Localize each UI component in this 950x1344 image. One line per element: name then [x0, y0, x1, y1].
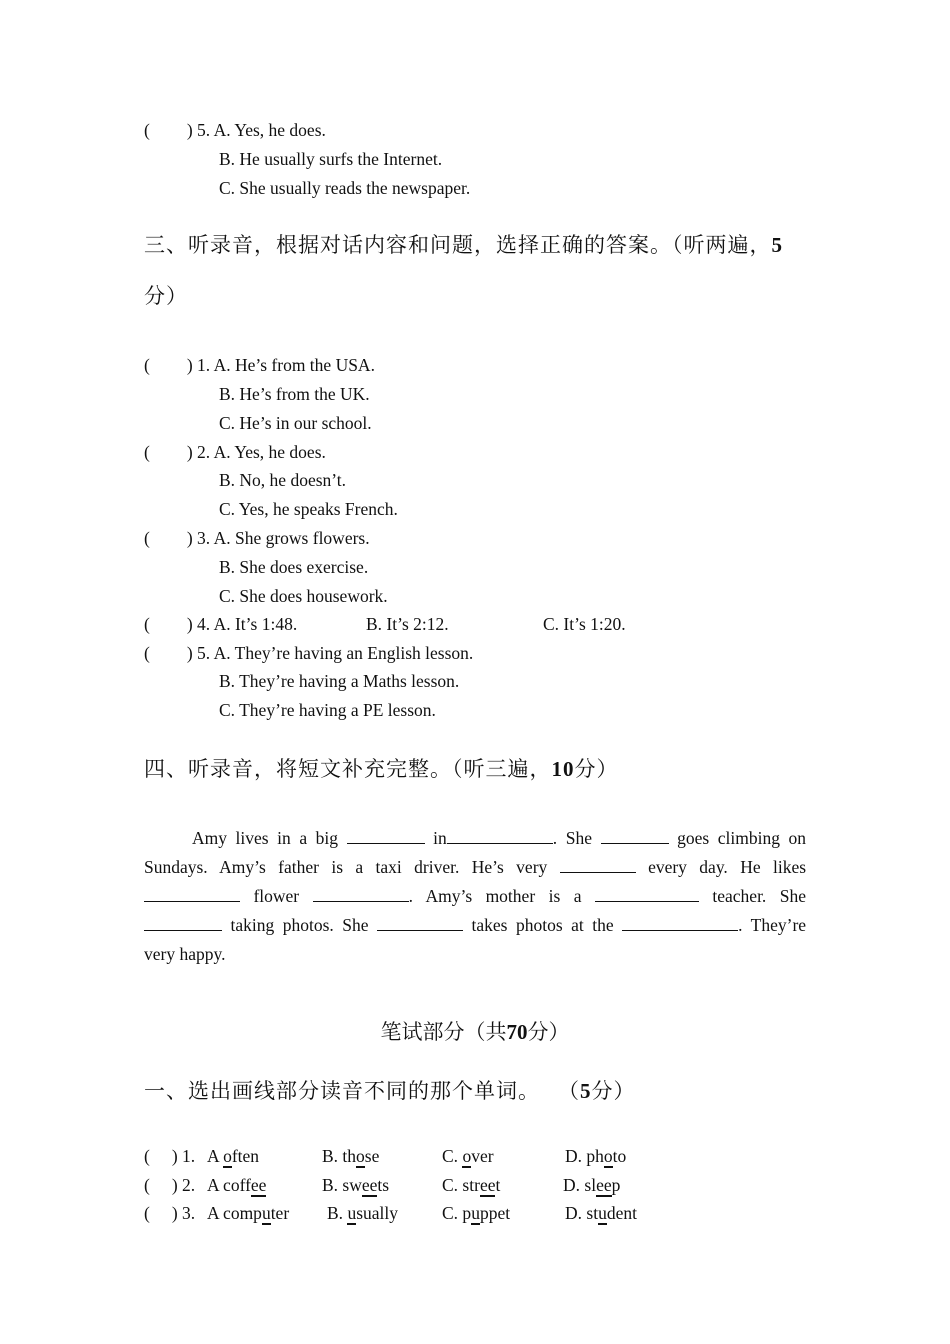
option-word: A coffee [207, 1175, 267, 1195]
option-word: B. those [322, 1146, 380, 1166]
section4-heading: 四、听录音，将短文补充完整。（听三遍，10分） [144, 757, 619, 781]
section3-heading-end: 分） [144, 284, 188, 308]
underlined-sound: u [261, 1203, 271, 1223]
passage-line: taking photos. She takes photos at the . They’re [144, 911, 806, 940]
underlined-sound: o [462, 1146, 472, 1166]
fill-blank[interactable] [560, 856, 636, 873]
option-c: C. He’s in our school. [219, 413, 372, 433]
option-word: C. puppet [442, 1203, 511, 1223]
section3-heading: 三、听录音，根据对话内容和问题，选择正确的答案。（听两遍，5 [144, 233, 783, 257]
option-c: C. She usually reads the newspaper. [219, 178, 471, 198]
option-a: A. Yes, he does. [213, 120, 326, 140]
underlined-sound: u [471, 1203, 480, 1223]
passage-line: Sundays. Amy’s father is a taxi driver. He’s very every day. He likes [144, 857, 807, 877]
question-row: ( ) 5. A. They’re having an English lesson. [144, 643, 474, 663]
option-b: B. No, he doesn’t. [219, 470, 347, 490]
fill-blank[interactable] [377, 914, 463, 931]
option-b: B. They’re having a Maths lesson. [219, 671, 460, 691]
option-word: D. student [565, 1203, 637, 1223]
underlined-sound: o [603, 1146, 613, 1166]
option-word: C. street [442, 1175, 501, 1195]
question-row: ( ) 5. A. Yes, he does. [144, 120, 326, 140]
underlined-sound: o [356, 1146, 365, 1166]
answer-paren: ( ) 1. [144, 1146, 196, 1166]
underlined-sound: o [223, 1146, 232, 1166]
answer-paren: ( ) 3. [144, 1203, 196, 1223]
question-row: ( ) 2. A. Yes, he does. [144, 442, 326, 462]
underlined-sound: ee [361, 1175, 378, 1195]
question-row: ( ) 3. A. She grows flowers. [144, 528, 370, 548]
question-number: 3. [182, 1203, 196, 1223]
passage-line: very happy. [144, 944, 226, 964]
question-row: ( ) 1. A. He’s from the USA. [144, 355, 375, 375]
fill-blank[interactable] [313, 885, 409, 902]
option-c: C. They’re having a PE lesson. [219, 700, 436, 720]
option-word: B. sweets [322, 1175, 390, 1195]
option-b: B. She does exercise. [219, 557, 369, 577]
option-b: B. He usually surfs the Internet. [219, 149, 443, 169]
option-word: D. sleep [563, 1175, 621, 1195]
fill-blank[interactable] [447, 827, 553, 844]
option-b: B. He’s from the UK. [219, 384, 370, 404]
question-number: 1. [182, 1146, 196, 1166]
fill-blank[interactable] [347, 827, 425, 844]
answer-paren: ( ) 2. [144, 1175, 196, 1195]
written-part-title: 笔试部分（共70分） [380, 1020, 570, 1044]
underlined-sound: u [347, 1203, 357, 1223]
fill-blank[interactable] [595, 885, 699, 902]
underlined-sound: u [598, 1203, 607, 1223]
fill-blank[interactable] [622, 914, 738, 931]
underlined-sound: ee [250, 1175, 267, 1195]
underlined-sound: ee [479, 1175, 496, 1195]
option-c: C. It’s 1:20. [543, 614, 626, 634]
underlined-sound: ee [596, 1175, 612, 1195]
fill-blank[interactable] [144, 885, 240, 902]
question-number: 2. [182, 1175, 196, 1195]
option-c: C. She does housework. [219, 586, 388, 606]
written-section1-heading: 一、选出画线部分读音不同的那个单词。 （5分） [144, 1079, 636, 1103]
passage-line: Amy lives in a big in . She goes climbing on [192, 828, 807, 848]
question-number: 5. [197, 120, 211, 140]
passage-line: flower . Amy’s mother is a teacher. She [144, 882, 806, 911]
question-row: ( ) 4. A. It’s 1:48. [144, 614, 298, 634]
fill-blank[interactable] [144, 914, 222, 931]
option-word: A computer [207, 1203, 290, 1223]
option-c: C. Yes, he speaks French. [219, 499, 398, 519]
option-word: A often [207, 1146, 260, 1166]
answer-paren-open: ( [144, 120, 150, 140]
option-word: C. over [442, 1146, 494, 1166]
option-b: B. It’s 2:12. [366, 614, 449, 634]
option-word: D. photo [565, 1146, 627, 1166]
option-word: B. usually [327, 1203, 398, 1223]
fill-blank[interactable] [601, 827, 669, 844]
